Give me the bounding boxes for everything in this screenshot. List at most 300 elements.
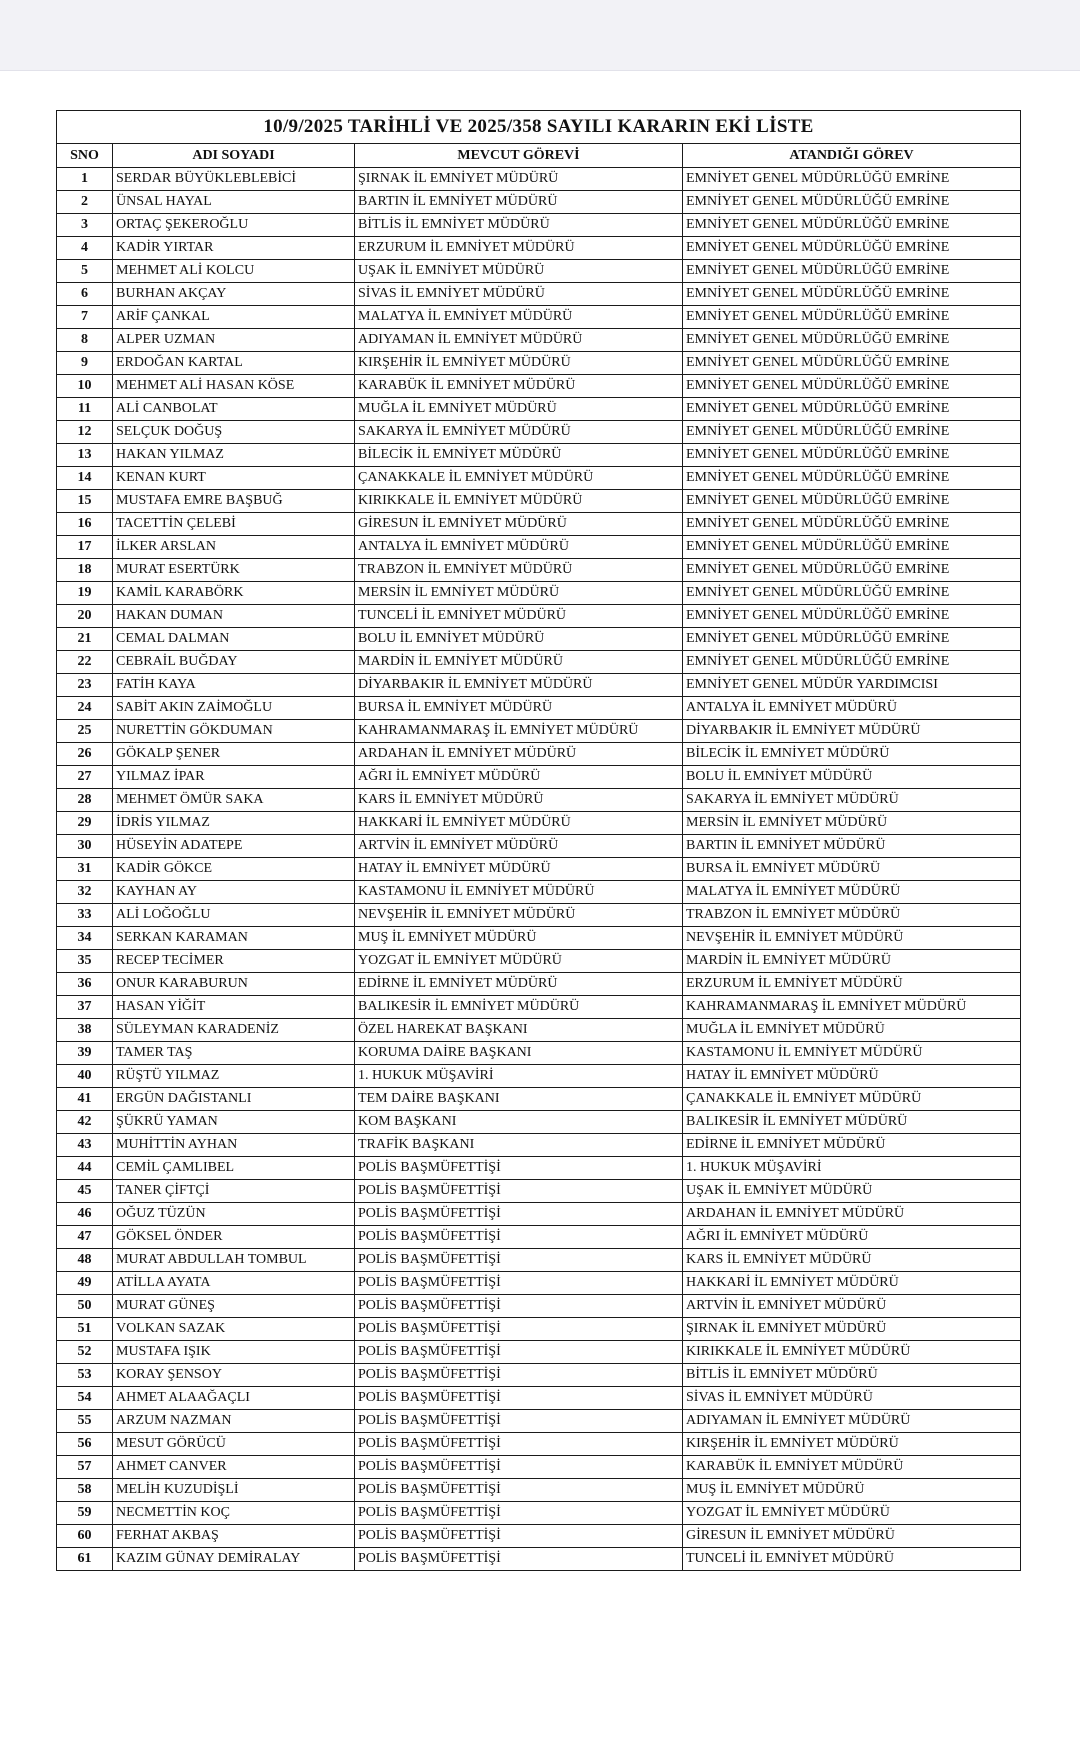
cell-assigned-position: EMNİYET GENEL MÜDÜRLÜĞÜ EMRİNE — [683, 582, 1021, 605]
cell-assigned-position: EMNİYET GENEL MÜDÜRLÜĞÜ EMRİNE — [683, 237, 1021, 260]
table-row — [57, 835, 1021, 858]
cell-assigned-position: EMNİYET GENEL MÜDÜRLÜĞÜ EMRİNE — [683, 398, 1021, 421]
cell-assigned-position: 1. HUKUK MÜŞAVİRİ — [683, 1157, 1021, 1180]
cell-name: SELÇUK DOĞUŞ — [113, 421, 355, 444]
cell-assigned-position: KAHRAMANMARAŞ İL EMNİYET MÜDÜRÜ — [683, 996, 1021, 1019]
cell-current-position: NEVŞEHİR İL EMNİYET MÜDÜRÜ — [355, 904, 683, 927]
cell-current-position: ARTVİN İL EMNİYET MÜDÜRÜ — [355, 835, 683, 858]
cell-sno: 57 — [57, 1456, 113, 1479]
cell-sno: 3 — [57, 214, 113, 237]
cell-name: RECEP TECİMER — [113, 950, 355, 973]
cell-current-position: SAKARYA İL EMNİYET MÜDÜRÜ — [355, 421, 683, 444]
cell-name: İLKER ARSLAN — [113, 536, 355, 559]
cell-name: MURAT ESERTÜRK — [113, 559, 355, 582]
cell-sno: 55 — [57, 1410, 113, 1433]
table-row — [57, 1203, 1021, 1226]
cell-sno: 60 — [57, 1525, 113, 1548]
cell-assigned-position: KIRIKKALE İL EMNİYET MÜDÜRÜ — [683, 1341, 1021, 1364]
cell-current-position: KIRIKKALE İL EMNİYET MÜDÜRÜ — [355, 490, 683, 513]
cell-assigned-position: EMNİYET GENEL MÜDÜRLÜĞÜ EMRİNE — [683, 168, 1021, 191]
cell-name: MELİH KUZUDİŞLİ — [113, 1479, 355, 1502]
cell-name: GÖKALP ŞENER — [113, 743, 355, 766]
cell-current-position: 1. HUKUK MÜŞAVİRİ — [355, 1065, 683, 1088]
cell-sno: 36 — [57, 973, 113, 996]
cell-sno: 28 — [57, 789, 113, 812]
cell-assigned-position: UŞAK İL EMNİYET MÜDÜRÜ — [683, 1180, 1021, 1203]
cell-assigned-position: EMNİYET GENEL MÜDÜRLÜĞÜ EMRİNE — [683, 467, 1021, 490]
table-row — [57, 1548, 1021, 1571]
cell-name: MEHMET ALİ KOLCU — [113, 260, 355, 283]
cell-assigned-position: EDİRNE İL EMNİYET MÜDÜRÜ — [683, 1134, 1021, 1157]
table-row — [57, 490, 1021, 513]
cell-current-position: KAHRAMANMARAŞ İL EMNİYET MÜDÜRÜ — [355, 720, 683, 743]
table-row — [57, 858, 1021, 881]
cell-name: SERDAR BÜYÜKLEBLEBİCİ — [113, 168, 355, 191]
cell-sno: 34 — [57, 927, 113, 950]
cell-sno: 32 — [57, 881, 113, 904]
table-row — [57, 812, 1021, 835]
cell-assigned-position: EMNİYET GENEL MÜDÜRLÜĞÜ EMRİNE — [683, 352, 1021, 375]
cell-current-position: POLİS BAŞMÜFETTİŞİ — [355, 1548, 683, 1571]
cell-name: ALİ LOĞOĞLU — [113, 904, 355, 927]
column-header-current-position: MEVCUT GÖREVİ — [355, 144, 683, 168]
cell-current-position: POLİS BAŞMÜFETTİŞİ — [355, 1341, 683, 1364]
cell-assigned-position: ARDAHAN İL EMNİYET MÜDÜRÜ — [683, 1203, 1021, 1226]
table-row — [57, 743, 1021, 766]
cell-assigned-position: EMNİYET GENEL MÜDÜRLÜĞÜ EMRİNE — [683, 375, 1021, 398]
cell-name: FATİH KAYA — [113, 674, 355, 697]
cell-sno: 24 — [57, 697, 113, 720]
table-row — [57, 720, 1021, 743]
cell-name: AHMET ALAAĞAÇLI — [113, 1387, 355, 1410]
cell-name: MESUT GÖRÜCÜ — [113, 1433, 355, 1456]
cell-current-position: TRAFİK BAŞKANI — [355, 1134, 683, 1157]
cell-name: MUSTAFA IŞIK — [113, 1341, 355, 1364]
cell-sno: 43 — [57, 1134, 113, 1157]
cell-sno: 12 — [57, 421, 113, 444]
table-row — [57, 237, 1021, 260]
cell-assigned-position: MUŞ İL EMNİYET MÜDÜRÜ — [683, 1479, 1021, 1502]
cell-sno: 29 — [57, 812, 113, 835]
cell-assigned-position: EMNİYET GENEL MÜDÜRLÜĞÜ EMRİNE — [683, 513, 1021, 536]
cell-current-position: AĞRI İL EMNİYET MÜDÜRÜ — [355, 766, 683, 789]
cell-current-position: POLİS BAŞMÜFETTİŞİ — [355, 1272, 683, 1295]
cell-assigned-position: KASTAMONU İL EMNİYET MÜDÜRÜ — [683, 1042, 1021, 1065]
cell-sno: 51 — [57, 1318, 113, 1341]
cell-assigned-position: ANTALYA İL EMNİYET MÜDÜRÜ — [683, 697, 1021, 720]
cell-sno: 14 — [57, 467, 113, 490]
table-row — [57, 444, 1021, 467]
cell-current-position: TEM DAİRE BAŞKANI — [355, 1088, 683, 1111]
table-row — [57, 260, 1021, 283]
cell-name: MUHİTTİN AYHAN — [113, 1134, 355, 1157]
cell-current-position: BİTLİS İL EMNİYET MÜDÜRÜ — [355, 214, 683, 237]
cell-name: SERKAN KARAMAN — [113, 927, 355, 950]
cell-current-position: HAKKARİ İL EMNİYET MÜDÜRÜ — [355, 812, 683, 835]
cell-current-position: ÇANAKKALE İL EMNİYET MÜDÜRÜ — [355, 467, 683, 490]
cell-sno: 45 — [57, 1180, 113, 1203]
table-row — [57, 1180, 1021, 1203]
cell-assigned-position: EMNİYET GENEL MÜDÜR YARDIMCISI — [683, 674, 1021, 697]
cell-name: MURAT ABDULLAH TOMBUL — [113, 1249, 355, 1272]
cell-name: KAYHAN AY — [113, 881, 355, 904]
cell-assigned-position: EMNİYET GENEL MÜDÜRLÜĞÜ EMRİNE — [683, 306, 1021, 329]
cell-assigned-position: KIRŞEHİR İL EMNİYET MÜDÜRÜ — [683, 1433, 1021, 1456]
table-row — [57, 559, 1021, 582]
table-row — [57, 950, 1021, 973]
table-row — [57, 881, 1021, 904]
cell-name: ARİF ÇANKAL — [113, 306, 355, 329]
cell-sno: 20 — [57, 605, 113, 628]
cell-name: RÜŞTÜ YILMAZ — [113, 1065, 355, 1088]
cell-sno: 5 — [57, 260, 113, 283]
cell-assigned-position: DİYARBAKIR İL EMNİYET MÜDÜRÜ — [683, 720, 1021, 743]
cell-current-position: POLİS BAŞMÜFETTİŞİ — [355, 1456, 683, 1479]
cell-current-position: BARTIN İL EMNİYET MÜDÜRÜ — [355, 191, 683, 214]
cell-current-position: POLİS BAŞMÜFETTİŞİ — [355, 1157, 683, 1180]
table-row — [57, 1456, 1021, 1479]
cell-name: HAKAN YILMAZ — [113, 444, 355, 467]
cell-current-position: BOLU İL EMNİYET MÜDÜRÜ — [355, 628, 683, 651]
cell-name: SÜLEYMAN KARADENİZ — [113, 1019, 355, 1042]
cell-current-position: ADIYAMAN İL EMNİYET MÜDÜRÜ — [355, 329, 683, 352]
cell-name: ŞÜKRÜ YAMAN — [113, 1111, 355, 1134]
cell-name: TAMER TAŞ — [113, 1042, 355, 1065]
cell-name: AHMET CANVER — [113, 1456, 355, 1479]
table-row — [57, 398, 1021, 421]
cell-name: KAZIM GÜNAY DEMİRALAY — [113, 1548, 355, 1571]
cell-assigned-position: TRABZON İL EMNİYET MÜDÜRÜ — [683, 904, 1021, 927]
cell-current-position: POLİS BAŞMÜFETTİŞİ — [355, 1203, 683, 1226]
cell-sno: 9 — [57, 352, 113, 375]
cell-assigned-position: EMNİYET GENEL MÜDÜRLÜĞÜ EMRİNE — [683, 536, 1021, 559]
table-row — [57, 283, 1021, 306]
cell-current-position: ARDAHAN İL EMNİYET MÜDÜRÜ — [355, 743, 683, 766]
cell-name: ONUR KARABURUN — [113, 973, 355, 996]
cell-current-position: BİLECİK İL EMNİYET MÜDÜRÜ — [355, 444, 683, 467]
cell-assigned-position: HATAY İL EMNİYET MÜDÜRÜ — [683, 1065, 1021, 1088]
cell-current-position: POLİS BAŞMÜFETTİŞİ — [355, 1387, 683, 1410]
cell-current-position: KIRŞEHİR İL EMNİYET MÜDÜRÜ — [355, 352, 683, 375]
cell-assigned-position: ADIYAMAN İL EMNİYET MÜDÜRÜ — [683, 1410, 1021, 1433]
cell-assigned-position: SİVAS İL EMNİYET MÜDÜRÜ — [683, 1387, 1021, 1410]
table-row — [57, 1295, 1021, 1318]
table-row — [57, 1019, 1021, 1042]
table-row — [57, 789, 1021, 812]
cell-name: TANER ÇİFTÇİ — [113, 1180, 355, 1203]
cell-assigned-position: EMNİYET GENEL MÜDÜRLÜĞÜ EMRİNE — [683, 490, 1021, 513]
table-row — [57, 421, 1021, 444]
cell-sno: 49 — [57, 1272, 113, 1295]
cell-name: ERGÜN DAĞISTANLI — [113, 1088, 355, 1111]
cell-assigned-position: NEVŞEHİR İL EMNİYET MÜDÜRÜ — [683, 927, 1021, 950]
cell-sno: 6 — [57, 283, 113, 306]
cell-current-position: POLİS BAŞMÜFETTİŞİ — [355, 1226, 683, 1249]
table-row — [57, 1387, 1021, 1410]
cell-assigned-position: MERSİN İL EMNİYET MÜDÜRÜ — [683, 812, 1021, 835]
top-bar — [0, 0, 1080, 71]
table-row — [57, 1525, 1021, 1548]
cell-assigned-position: BARTIN İL EMNİYET MÜDÜRÜ — [683, 835, 1021, 858]
column-header-assigned-position: ATANDIĞI GÖREV — [683, 144, 1021, 168]
table-row — [57, 973, 1021, 996]
cell-assigned-position: KARABÜK İL EMNİYET MÜDÜRÜ — [683, 1456, 1021, 1479]
cell-sno: 41 — [57, 1088, 113, 1111]
cell-name: HAKAN DUMAN — [113, 605, 355, 628]
cell-sno: 23 — [57, 674, 113, 697]
cell-assigned-position: EMNİYET GENEL MÜDÜRLÜĞÜ EMRİNE — [683, 444, 1021, 467]
cell-assigned-position: AĞRI İL EMNİYET MÜDÜRÜ — [683, 1226, 1021, 1249]
cell-name: OĞUZ TÜZÜN — [113, 1203, 355, 1226]
cell-sno: 22 — [57, 651, 113, 674]
cell-current-position: MERSİN İL EMNİYET MÜDÜRÜ — [355, 582, 683, 605]
table-row — [57, 1433, 1021, 1456]
cell-current-position: ANTALYA İL EMNİYET MÜDÜRÜ — [355, 536, 683, 559]
cell-name: ERDOĞAN KARTAL — [113, 352, 355, 375]
cell-assigned-position: ŞIRNAK İL EMNİYET MÜDÜRÜ — [683, 1318, 1021, 1341]
cell-sno: 38 — [57, 1019, 113, 1042]
table-row — [57, 996, 1021, 1019]
table-row — [57, 1249, 1021, 1272]
table-row — [57, 1502, 1021, 1525]
cell-current-position: POLİS BAŞMÜFETTİŞİ — [355, 1410, 683, 1433]
cell-name: ÜNSAL HAYAL — [113, 191, 355, 214]
cell-current-position: MUĞLA İL EMNİYET MÜDÜRÜ — [355, 398, 683, 421]
cell-assigned-position: EMNİYET GENEL MÜDÜRLÜĞÜ EMRİNE — [683, 559, 1021, 582]
table-row — [57, 674, 1021, 697]
cell-current-position: POLİS BAŞMÜFETTİŞİ — [355, 1249, 683, 1272]
cell-current-position: HATAY İL EMNİYET MÜDÜRÜ — [355, 858, 683, 881]
cell-assigned-position: MALATYA İL EMNİYET MÜDÜRÜ — [683, 881, 1021, 904]
cell-sno: 16 — [57, 513, 113, 536]
cell-current-position: EDİRNE İL EMNİYET MÜDÜRÜ — [355, 973, 683, 996]
table-row — [57, 582, 1021, 605]
cell-name: KAMİL KARABÖRK — [113, 582, 355, 605]
cell-sno: 61 — [57, 1548, 113, 1571]
table-row — [57, 605, 1021, 628]
cell-sno: 21 — [57, 628, 113, 651]
cell-name: MUSTAFA EMRE BAŞBUĞ — [113, 490, 355, 513]
cell-sno: 52 — [57, 1341, 113, 1364]
column-header-name: ADI SOYADI — [113, 144, 355, 168]
cell-assigned-position: EMNİYET GENEL MÜDÜRLÜĞÜ EMRİNE — [683, 191, 1021, 214]
cell-name: YILMAZ İPAR — [113, 766, 355, 789]
cell-sno: 31 — [57, 858, 113, 881]
table-row — [57, 214, 1021, 237]
cell-name: NECMETTİN KOÇ — [113, 1502, 355, 1525]
cell-name: ARZUM NAZMAN — [113, 1410, 355, 1433]
cell-name: VOLKAN SAZAK — [113, 1318, 355, 1341]
cell-sno: 39 — [57, 1042, 113, 1065]
cell-assigned-position: ERZURUM İL EMNİYET MÜDÜRÜ — [683, 973, 1021, 996]
table-row — [57, 697, 1021, 720]
appointment-table — [56, 110, 1021, 1571]
table-row — [57, 927, 1021, 950]
cell-assigned-position: HAKKARİ İL EMNİYET MÜDÜRÜ — [683, 1272, 1021, 1295]
table-row — [57, 467, 1021, 490]
table-row — [57, 1157, 1021, 1180]
cell-sno: 48 — [57, 1249, 113, 1272]
cell-name: ALPER UZMAN — [113, 329, 355, 352]
table-title-row — [57, 111, 1021, 144]
cell-assigned-position: BALIKESİR İL EMNİYET MÜDÜRÜ — [683, 1111, 1021, 1134]
cell-current-position: POLİS BAŞMÜFETTİŞİ — [355, 1479, 683, 1502]
cell-current-position: POLİS BAŞMÜFETTİŞİ — [355, 1525, 683, 1548]
cell-current-position: POLİS BAŞMÜFETTİŞİ — [355, 1295, 683, 1318]
cell-current-position: BALIKESİR İL EMNİYET MÜDÜRÜ — [355, 996, 683, 1019]
table-row — [57, 651, 1021, 674]
table-row — [57, 1341, 1021, 1364]
cell-current-position: POLİS BAŞMÜFETTİŞİ — [355, 1433, 683, 1456]
table-row — [57, 329, 1021, 352]
cell-assigned-position: BİTLİS İL EMNİYET MÜDÜRÜ — [683, 1364, 1021, 1387]
cell-current-position: TRABZON İL EMNİYET MÜDÜRÜ — [355, 559, 683, 582]
cell-assigned-position: SAKARYA İL EMNİYET MÜDÜRÜ — [683, 789, 1021, 812]
cell-current-position: ŞIRNAK İL EMNİYET MÜDÜRÜ — [355, 168, 683, 191]
cell-name: NURETTİN GÖKDUMAN — [113, 720, 355, 743]
table-row — [57, 352, 1021, 375]
cell-current-position: MUŞ İL EMNİYET MÜDÜRÜ — [355, 927, 683, 950]
cell-sno: 33 — [57, 904, 113, 927]
column-header-sno: SNO — [57, 144, 113, 168]
cell-assigned-position: EMNİYET GENEL MÜDÜRLÜĞÜ EMRİNE — [683, 605, 1021, 628]
table-row — [57, 191, 1021, 214]
cell-sno: 30 — [57, 835, 113, 858]
cell-sno: 40 — [57, 1065, 113, 1088]
cell-sno: 58 — [57, 1479, 113, 1502]
cell-assigned-position: BİLECİK İL EMNİYET MÜDÜRÜ — [683, 743, 1021, 766]
cell-sno: 4 — [57, 237, 113, 260]
cell-name: KADİR YIRTAR — [113, 237, 355, 260]
cell-sno: 59 — [57, 1502, 113, 1525]
cell-sno: 1 — [57, 168, 113, 191]
table-row — [57, 1272, 1021, 1295]
cell-current-position: KORUMA DAİRE BAŞKANI — [355, 1042, 683, 1065]
cell-current-position: MARDİN İL EMNİYET MÜDÜRÜ — [355, 651, 683, 674]
cell-sno: 50 — [57, 1295, 113, 1318]
cell-name: TACETTİN ÇELEBİ — [113, 513, 355, 536]
cell-name: MEHMET ÖMÜR SAKA — [113, 789, 355, 812]
cell-name: KENAN KURT — [113, 467, 355, 490]
table-row — [57, 513, 1021, 536]
cell-name: KADİR GÖKCE — [113, 858, 355, 881]
cell-assigned-position: EMNİYET GENEL MÜDÜRLÜĞÜ EMRİNE — [683, 283, 1021, 306]
table-row — [57, 1111, 1021, 1134]
cell-sno: 46 — [57, 1203, 113, 1226]
table-row — [57, 1042, 1021, 1065]
cell-sno: 54 — [57, 1387, 113, 1410]
cell-name: MURAT GÜNEŞ — [113, 1295, 355, 1318]
cell-name: BURHAN AKÇAY — [113, 283, 355, 306]
cell-name: ORTAÇ ŞEKEROĞLU — [113, 214, 355, 237]
table-row — [57, 1134, 1021, 1157]
table-header-row — [57, 144, 1021, 168]
cell-name: KORAY ŞENSOY — [113, 1364, 355, 1387]
cell-assigned-position: EMNİYET GENEL MÜDÜRLÜĞÜ EMRİNE — [683, 651, 1021, 674]
cell-sno: 53 — [57, 1364, 113, 1387]
cell-sno: 25 — [57, 720, 113, 743]
cell-sno: 13 — [57, 444, 113, 467]
cell-current-position: GİRESUN İL EMNİYET MÜDÜRÜ — [355, 513, 683, 536]
cell-current-position: KASTAMONU İL EMNİYET MÜDÜRÜ — [355, 881, 683, 904]
cell-sno: 15 — [57, 490, 113, 513]
cell-sno: 18 — [57, 559, 113, 582]
cell-current-position: POLİS BAŞMÜFETTİŞİ — [355, 1318, 683, 1341]
cell-name: ALİ CANBOLAT — [113, 398, 355, 421]
table-row — [57, 904, 1021, 927]
cell-current-position: POLİS BAŞMÜFETTİŞİ — [355, 1180, 683, 1203]
cell-sno: 17 — [57, 536, 113, 559]
table-row — [57, 1410, 1021, 1433]
cell-assigned-position: MUĞLA İL EMNİYET MÜDÜRÜ — [683, 1019, 1021, 1042]
cell-assigned-position: MARDİN İL EMNİYET MÜDÜRÜ — [683, 950, 1021, 973]
cell-assigned-position: ARTVİN İL EMNİYET MÜDÜRÜ — [683, 1295, 1021, 1318]
cell-name: HASAN YİĞİT — [113, 996, 355, 1019]
cell-sno: 7 — [57, 306, 113, 329]
cell-assigned-position: GİRESUN İL EMNİYET MÜDÜRÜ — [683, 1525, 1021, 1548]
cell-name: CEMİL ÇAMLIBEL — [113, 1157, 355, 1180]
cell-current-position: KARS İL EMNİYET MÜDÜRÜ — [355, 789, 683, 812]
table-row — [57, 1318, 1021, 1341]
cell-sno: 42 — [57, 1111, 113, 1134]
table-row — [57, 168, 1021, 191]
cell-assigned-position: EMNİYET GENEL MÜDÜRLÜĞÜ EMRİNE — [683, 421, 1021, 444]
table-row — [57, 1364, 1021, 1387]
cell-assigned-position: EMNİYET GENEL MÜDÜRLÜĞÜ EMRİNE — [683, 260, 1021, 283]
cell-current-position: MALATYA İL EMNİYET MÜDÜRÜ — [355, 306, 683, 329]
cell-assigned-position: KARS İL EMNİYET MÜDÜRÜ — [683, 1249, 1021, 1272]
cell-assigned-position: EMNİYET GENEL MÜDÜRLÜĞÜ EMRİNE — [683, 329, 1021, 352]
cell-name: CEBRAİL BUĞDAY — [113, 651, 355, 674]
cell-assigned-position: BOLU İL EMNİYET MÜDÜRÜ — [683, 766, 1021, 789]
cell-current-position: YOZGAT İL EMNİYET MÜDÜRÜ — [355, 950, 683, 973]
cell-current-position: POLİS BAŞMÜFETTİŞİ — [355, 1364, 683, 1387]
cell-sno: 56 — [57, 1433, 113, 1456]
cell-assigned-position: YOZGAT İL EMNİYET MÜDÜRÜ — [683, 1502, 1021, 1525]
cell-assigned-position: BURSA İL EMNİYET MÜDÜRÜ — [683, 858, 1021, 881]
cell-name: SABİT AKIN ZAİMOĞLU — [113, 697, 355, 720]
table-row — [57, 1065, 1021, 1088]
cell-current-position: ÖZEL HAREKAT BAŞKANI — [355, 1019, 683, 1042]
cell-name: ATİLLA AYATA — [113, 1272, 355, 1295]
cell-sno: 8 — [57, 329, 113, 352]
cell-current-position: UŞAK İL EMNİYET MÜDÜRÜ — [355, 260, 683, 283]
cell-assigned-position: ÇANAKKALE İL EMNİYET MÜDÜRÜ — [683, 1088, 1021, 1111]
cell-sno: 27 — [57, 766, 113, 789]
cell-name: FERHAT AKBAŞ — [113, 1525, 355, 1548]
cell-current-position: BURSA İL EMNİYET MÜDÜRÜ — [355, 697, 683, 720]
cell-name: MEHMET ALİ HASAN KÖSE — [113, 375, 355, 398]
cell-current-position: TUNCELİ İL EMNİYET MÜDÜRÜ — [355, 605, 683, 628]
cell-name: İDRİS YILMAZ — [113, 812, 355, 835]
cell-sno: 2 — [57, 191, 113, 214]
document-title: 10/9/2025 TARİHLİ VE 2025/358 SAYILI KARARIN EKİ LİSTE — [57, 111, 1021, 144]
cell-assigned-position: EMNİYET GENEL MÜDÜRLÜĞÜ EMRİNE — [683, 214, 1021, 237]
cell-sno: 37 — [57, 996, 113, 1019]
cell-current-position: KARABÜK İL EMNİYET MÜDÜRÜ — [355, 375, 683, 398]
cell-sno: 44 — [57, 1157, 113, 1180]
cell-assigned-position: EMNİYET GENEL MÜDÜRLÜĞÜ EMRİNE — [683, 628, 1021, 651]
cell-sno: 47 — [57, 1226, 113, 1249]
cell-name: CEMAL DALMAN — [113, 628, 355, 651]
cell-sno: 26 — [57, 743, 113, 766]
cell-sno: 10 — [57, 375, 113, 398]
document-page — [56, 110, 1020, 1571]
cell-current-position: POLİS BAŞMÜFETTİŞİ — [355, 1502, 683, 1525]
cell-name: HÜSEYİN ADATEPE — [113, 835, 355, 858]
table-row — [57, 1088, 1021, 1111]
cell-sno: 19 — [57, 582, 113, 605]
